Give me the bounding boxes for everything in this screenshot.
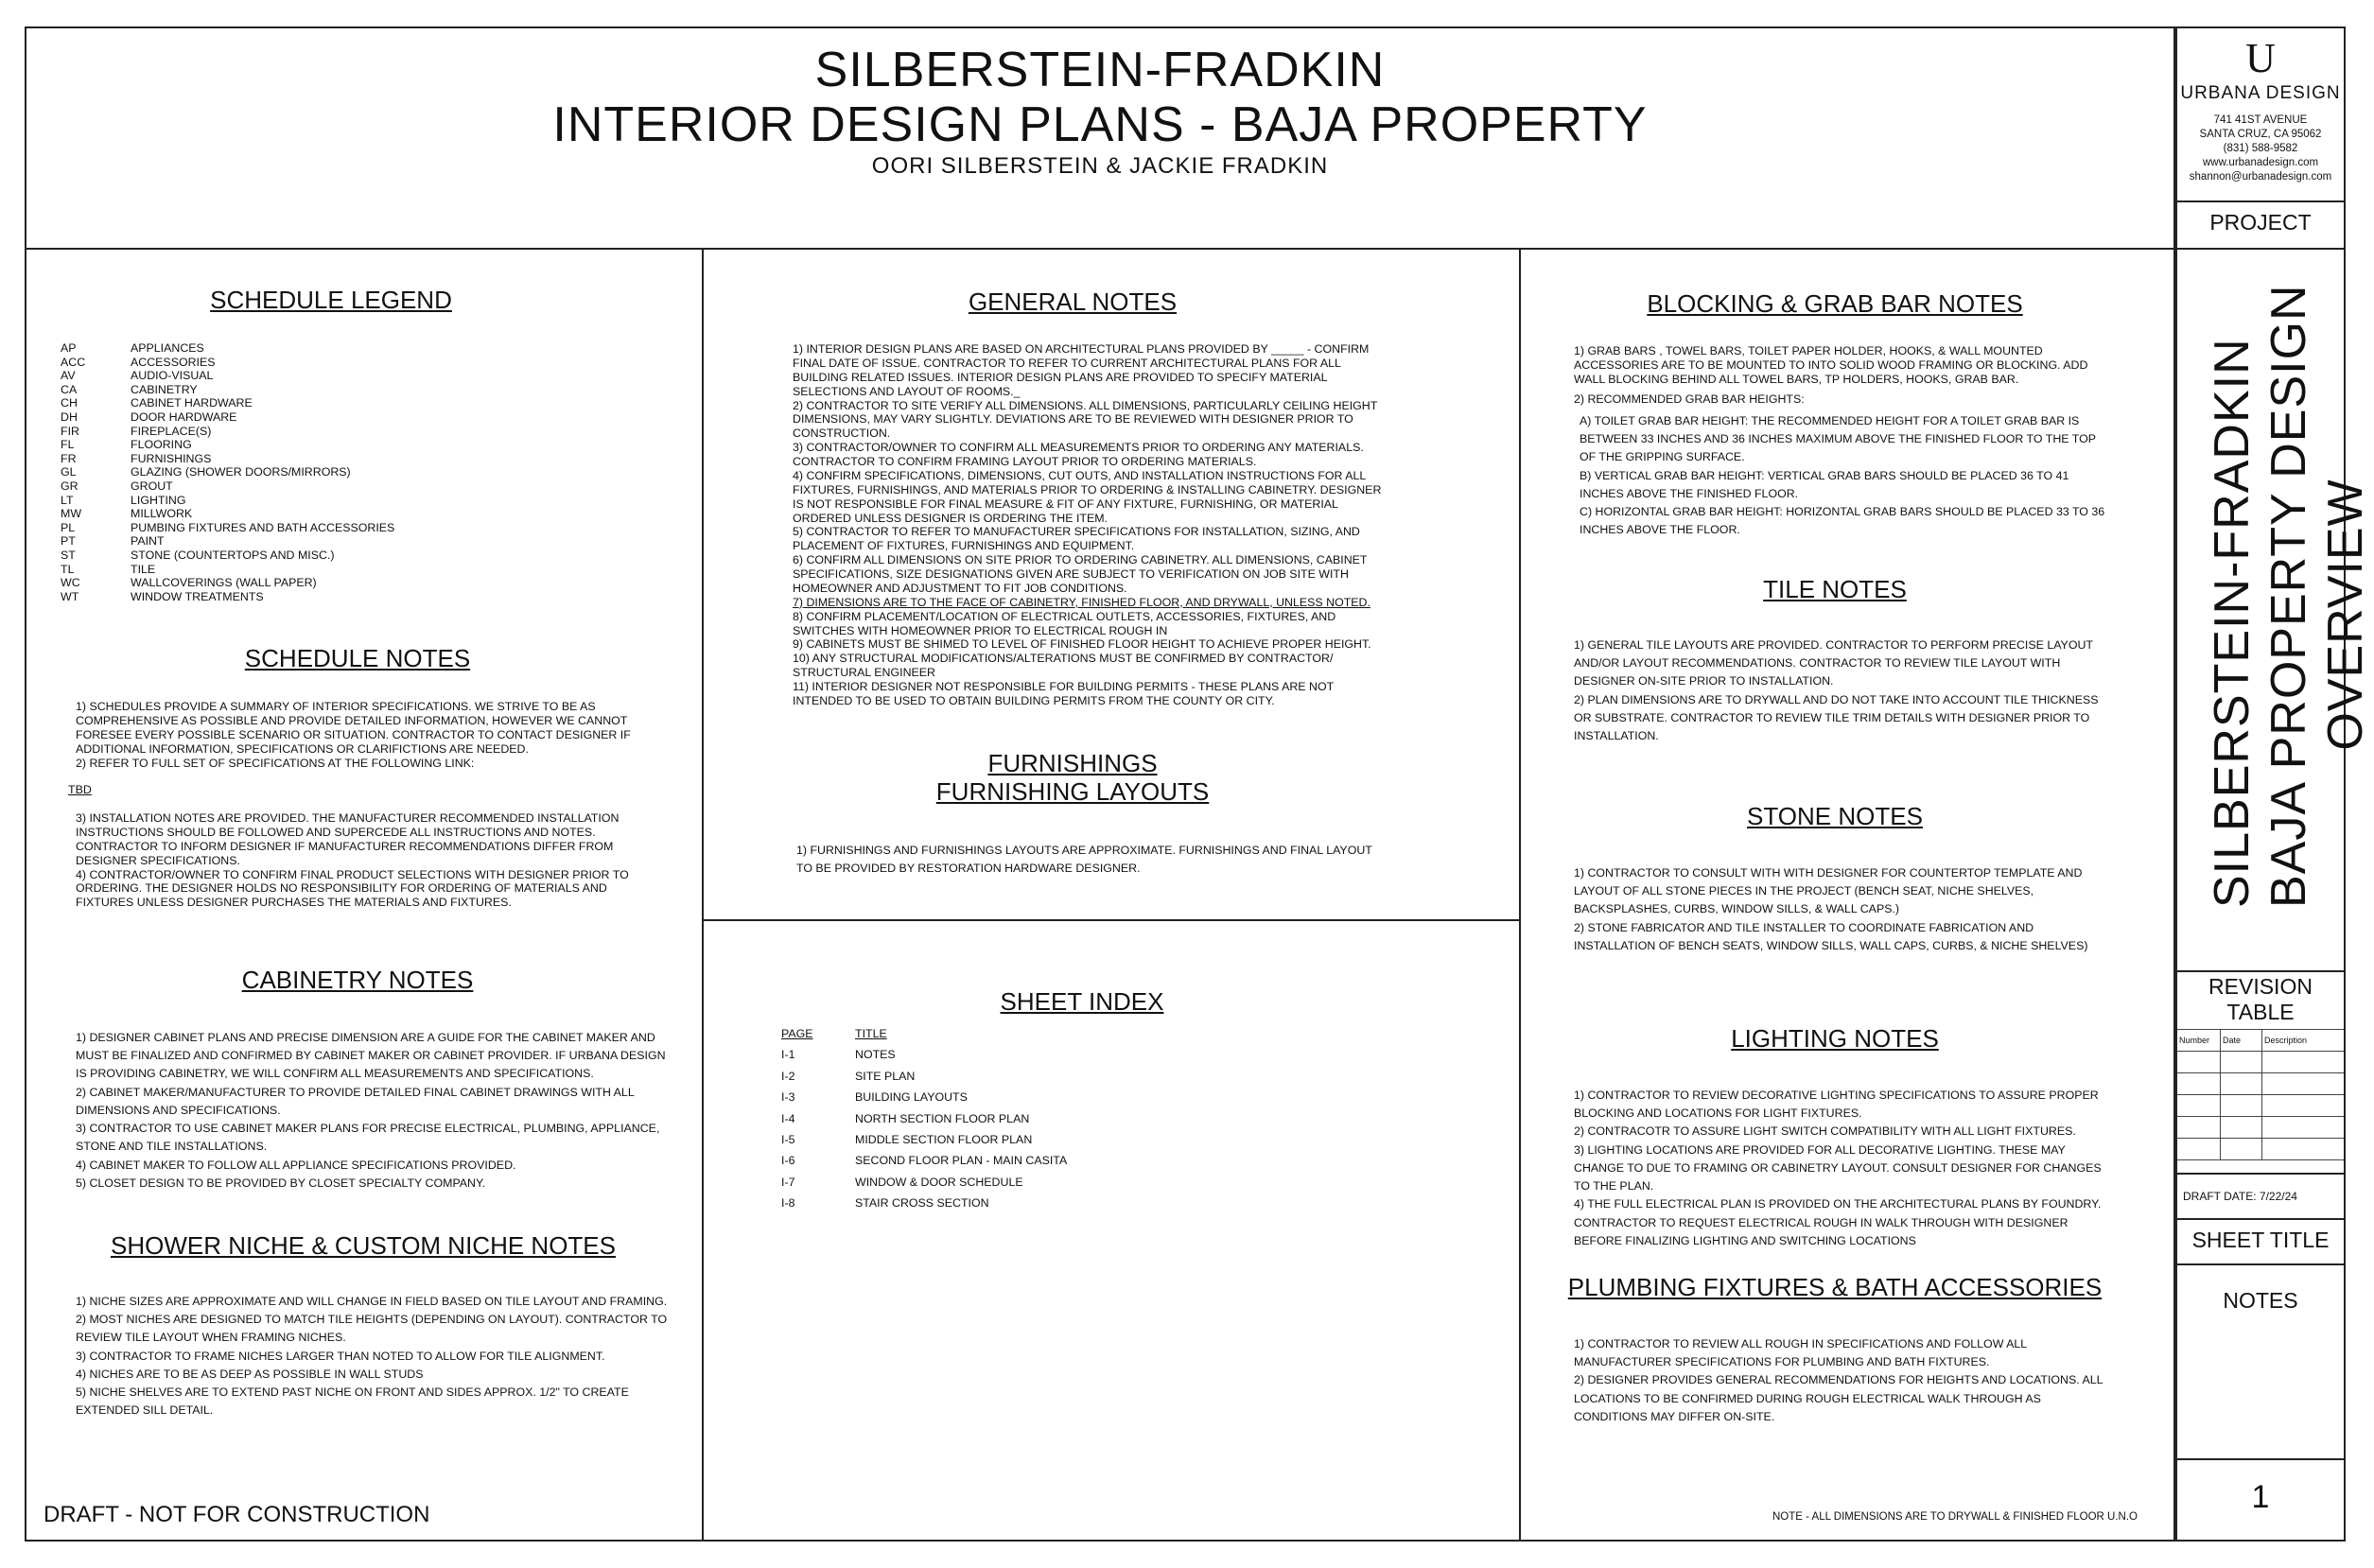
list-item: 4) CABINET MAKER TO FOLLOW ALL APPLIANCE SPECIFICATIONS PROVIDED. (76, 1158, 516, 1172)
list-item: 1) INTERIOR DESIGN PLANS ARE BASED ON ARCHITECTURAL PLANS PROVIDED BY _____ - CONFIRM FINAL DATE OF ISSUE. CONTRACTOR TO REFER TO CURRENT ARCHITECTURAL PLANS FOR ALL BUILDING RELATED ISSUES. INTERIOR DESIGN PLANS ARE PROVIDED TO SPECIFY MATERIAL SELECTIONS AND LAYOUT OF ROOMS._ (793, 342, 1370, 398)
tb-divider-draft-date (2175, 1173, 2346, 1175)
plumbing-notes-list (1559, 1335, 2107, 1426)
furnishings-heading: FURNISHINGS (987, 749, 1158, 777)
footer-note: NOTE - ALL DIMENSIONS ARE TO DRYWALL & FINISHED FLOOR U.N.O (1772, 1511, 2138, 1523)
list-item: 1) CONTRACTOR TO REVIEW DECORATIVE LIGHTING SPECIFICATIONS TO ASSURE PROPER BLOCKING AND LOCATIONS FOR LIGHT FIXTURES. (1574, 1089, 2099, 1121)
furnishing-layouts-heading: FURNISHING LAYOUTS (935, 777, 1210, 806)
list-item: 2) REFER TO FULL SET OF SPECIFICATIONS AT THE FOLLOWING LINK: (76, 756, 475, 770)
tile-notes-list (1559, 636, 2107, 745)
cabinetry-notes-heading: CABINETRY NOTES (241, 966, 474, 994)
niche-notes-heading: SHOWER NICHE & CUSTOM NICHE NOTES (110, 1231, 616, 1260)
project-name-vertical: SILBERSTEIN-FRADKIN BAJA PROPERTY DESIGN OVERVIEW (2205, 284, 2373, 908)
general-notes-list (777, 342, 1383, 708)
sheet-title-label: SHEET TITLE (2191, 1228, 2330, 1252)
stone-notes-heading: STONE NOTES (1747, 802, 1923, 830)
list-item: 3) INSTALLATION NOTES ARE PROVIDED. THE MANUFACTURER RECOMMENDED INSTALLATION INSTRUCTIONS SHOULD BE FOLLOWED AND SUPERCEDE ALL INSTRUCTIONS AND NOTES. CONTRACTOR TO INFORM DESIGNER IF MANUFACTURER RECOMMENDATIONS DIFFER FROM DESIGNER SPECIFICATIONS. (76, 811, 620, 867)
table-row: I-2 SITE PLAN (781, 1069, 916, 1083)
list-item: 2) PLAN DIMENSIONS ARE TO DRYWALL AND DO NOT TAKE INTO ACCOUNT TILE THICKNESS OR SUBSTRATE. CONTRACTOR TO REVIEW TILE TRIM DETAILS WITH DESIGNER PRIOR TO INSTALLATION. (1574, 692, 2099, 743)
list-item: 1) SCHEDULES PROVIDE A SUMMARY OF INTERIOR SPECIFICATIONS. WE STRIVE TO BE AS COMPREHENSIVE AS POSSIBLE AND PROVIDE DETAILED INFORMATION, HOWEVER WE CANNOT FORESEE EVERY POSSIBLE SCENARIO OR SITUATION. CONTRACTOR TO CONTACT DESIGNER IF ADDITIONAL INFORMATION, SPECIFICATIONS OR CLARIFICTIONS ARE NEEDED. (76, 700, 631, 756)
list-item: 2) DESIGNER PROVIDES GENERAL RECOMMENDATIONS FOR HEIGHTS AND LOCATIONS. ALL LOCATIONS TO BE CONFIRMED DURING ROUGH ELECTRICAL WALK THROUGH AS CONDITIONS MAY DIFFER ON-SITE. (1574, 1373, 2103, 1423)
sheet-title: NOTES (2223, 1288, 2298, 1313)
list-item: 3) LIGHTING LOCATIONS ARE PROVIDED FOR ALL DECORATIVE LIGHTING. THESE MAY CHANGE TO DUE TO FRAMING OR CABINETRY LAYOUT. CONSULT DESIGNER FOR CHANGES TO THE PLAN. (1574, 1142, 2102, 1193)
sheet-index-table (781, 1023, 1067, 1214)
stone-notes-list (1559, 864, 2107, 955)
firm-name: URBANA DESIGN (2180, 83, 2341, 103)
table-row: I-8 STAIR CROSS SECTION (781, 1196, 989, 1211)
list-item: 9) CABINETS MUST BE SHIMED TO LEVEL OF FINISHED FLOOR HEIGHT TO ACHIEVE PROPER HEIGHT. (793, 637, 1371, 652)
client-names: OORI SILBERSTEIN & JACKIE FRADKIN (871, 153, 1329, 179)
list-item: 3) CONTRACTOR TO FRAME NICHES LARGER THAN NOTED TO ALLOW FOR TILE ALIGNMENT. (76, 1349, 605, 1363)
list-item: 4) CONFIRM SPECIFICATIONS, DIMENSIONS, CUT OUTS, AND INSTALLATION INSTRUCTIONS FOR ALL FIXTURES, FURNISHINGS, AND MATERIALS PRIOR TO ORDERING & INSTALLING CABINETRY. DESIGNER IS NOT RESPONSIBLE FOR FINAL MEASURE & FIT OF ANY FIXTURE, FURNISHING, OR MATERIAL ORDERED UNLESS DESIGNER IS ORDERING THE ITEM. (793, 468, 1382, 525)
list-item: 1) CONTRACTOR TO CONSULT WITH WITH DESIGNER FOR COUNTERTOP TEMPLATE AND LAYOUT OF ALL STONE PIECES IN THE PROJECT (BENCH SEAT, NICHE SHELVES, BACKSPLASHES, CURBS, WINDOW SILLS, & WALL CAPS.) (1574, 866, 2083, 916)
furnishings-notes-list (781, 842, 1387, 878)
list-item: 1) FURNISHINGS AND FURNISHINGS LAYOUTS ARE APPROXIMATE. FURNISHINGS AND FINAL LAYOUT TO BE PROVIDED BY RESTORATION HARDWARE DESIGNER. (796, 844, 1372, 876)
blocking-notes-heading: BLOCKING & GRAB BAR NOTES (1647, 289, 2023, 318)
sheet-index-header: PAGE TITLE (781, 1027, 887, 1040)
firm-website: www.urbanadesign.com (2202, 157, 2319, 168)
list-item: 5) CONTRACTOR TO REFER TO MANUFACTURER SPECIFICATIONS FOR INSTALLATION, SIZING, AND PLACEMENT OF FIXTURES, FURNISHINGS AND EQUIPMENT. (793, 525, 1360, 553)
list-item: 11) INTERIOR DESIGNER NOT RESPONSIBLE FOR BUILDING PERMITS - THESE PLANS ARE NOT INTENDED TO BE USED TO OBTAIN BUILDING PERMITS FROM THE COUNTY OR CITY. (793, 680, 1334, 707)
list-item: 4) CONTRACTOR/OWNER TO CONFIRM FINAL PRODUCT SELECTIONS WITH DESIGNER PRIOR TO ORDERING. THE DESIGNER HOLDS NO RESPONSIBILITY FOR ORDERING OF MATERIALS AND FIXTURES UNLESS DESIGNER PURCHASES THE MATERIALS AND FIXTURES. (76, 867, 629, 910)
sheet-number: 1 (2251, 1479, 2270, 1515)
list-item: 7) DIMENSIONS ARE TO THE FACE OF CABINETRY, FINISHED FLOOR, AND DRYWALL, UNLESS NOTED. (793, 595, 1370, 609)
blocking-notes-list (1559, 344, 2107, 407)
grab-bar-heights-list (1574, 412, 2109, 540)
plumbing-notes-heading: PLUMBING FIXTURES & BATH ACCESSORIES (1567, 1273, 2103, 1301)
schedule-legend-heading: SCHEDULE LEGEND (210, 286, 452, 314)
schedule-legend-list: AP APPLIANCES ACC ACCESSORIES AV AUDIO-VISUAL CA CABINETRY CH CABINET HARDWARE DH DOOR HARDWARE FIR FIREPLACE(S) FL FLOORING FR FURNISHINGS GL GLAZING (SHOWER DOORS/MIRRORS) GR GROUT LT LIGHTING MW MILLWORK PL PUMBING FIXTURES AND BATH ACCESSORIES PT PAINT ST STONE (COUNTERTOPS AND MISC.) TL TILE WC WALLCOVERINGS (WALL PAPER) WT WINDOW TREATMENTS (61, 341, 395, 603)
list-item: 1) NICHE SIZES ARE APPROXIMATE AND WILL CHANGE IN FIELD BASED ON TILE LAYOUT AND FRAMING. (76, 1295, 668, 1308)
rev-col-number: Number (2177, 1030, 2221, 1051)
lighting-notes-heading: LIGHTING NOTES (1731, 1024, 1939, 1053)
header-divider (25, 248, 2346, 250)
table-row: I-1 NOTES (781, 1048, 896, 1062)
table-row: I-7 WINDOW & DOOR SCHEDULE (781, 1175, 1023, 1189)
schedule-notes-list-a (61, 700, 666, 770)
project-title: SILBERSTEIN-FRADKIN (814, 43, 1386, 97)
tb-divider-sheet-number (2175, 1458, 2346, 1460)
column-divider-1 (702, 248, 704, 1542)
schedule-notes-heading: SCHEDULE NOTES (244, 644, 471, 672)
table-row: I-4 NORTH SECTION FLOOR PLAN (781, 1111, 1030, 1125)
middle-column-divider (702, 919, 1519, 921)
list-item: 1) GRAB BARS , TOWEL BARS, TOILET PAPER HOLDER, HOOKS, & WALL MOUNTED ACCESSORIES ARE TO BE MOUNTED TO INTO SOLID WOOD FRAMING OR BLOCKING. ADD WALL BLOCKING BEHIND ALL TOWEL BARS, TP HOLDERS, HOOKS, GRAB BAR. (1574, 344, 2088, 386)
project-subtitle: INTERIOR DESIGN PLANS - BAJA PROPERTY (552, 97, 1648, 152)
list-item: 2) CABINET MAKER/MANUFACTURER TO PROVIDE DETAILED FINAL CABINET DRAWINGS WITH ALL DIMENSIONS AND SPECIFICATIONS. (76, 1085, 635, 1117)
sheet-index-heading: SHEET INDEX (1000, 987, 1164, 1016)
lighting-notes-list (1559, 1087, 2107, 1250)
draft-date: DRAFT DATE: 7/22/24 (2183, 1190, 2297, 1203)
revision-table (2177, 1029, 2344, 1160)
list-item: 1) GENERAL TILE LAYOUTS ARE PROVIDED. CONTRACTOR TO PERFORM PRECISE LAYOUT AND/OR LAYOUT RECOMMENDATIONS. CONTRACTOR TO REVIEW TILE LAYOUT WITH DESIGNER ON-SITE PRIOR TO INSTALLATION. (1574, 638, 2093, 688)
table-row: I-5 MIDDLE SECTION FLOOR PLAN (781, 1133, 1033, 1147)
list-item: 8) CONFIRM PLACEMENT/LOCATION OF ELECTRICAL OUTLETS, ACCESSORIES, FIXTURES, AND SWITCHES WITH HOMEOWNER PRIOR TO ELECTRICAL ROUGH IN (793, 609, 1336, 637)
list-item: 2) RECOMMENDED GRAB BAR HEIGHTS: (1574, 392, 1805, 406)
list-item: 6) CONFIRM ALL DIMENSIONS ON SITE PRIOR TO ORDERING CABINETRY. ALL DIMENSIONS, CABINET SPECIFICATIONS, SIZE DESIGNATIONS GIVEN ARE SUBJECT TO VERIFICATION ON JOB SITE WITH HOMEOWNER AND ADJUSTMENT TO FIT JOB CONDITIONS. (793, 553, 1368, 595)
rev-col-date: Date (2221, 1030, 2262, 1051)
tb-divider-sheet-title-body (2175, 1263, 2346, 1265)
schedule-notes-list-b (61, 811, 666, 910)
table-row: I-3 BUILDING LAYOUTS (781, 1090, 968, 1105)
list-item: 3) CONTRACTOR/OWNER TO CONFIRM ALL MEASUREMENTS PRIOR TO ORDERING ANY MATERIALS. CONTRACTOR TO CONFIRM FRAMING LAYOUT PRIOR TO ORDERING MATERIALS. (793, 441, 1364, 468)
draft-stamp: DRAFT - NOT FOR CONSTRUCTION (44, 1502, 430, 1527)
table-row: I-6 SECOND FLOOR PLAN - MAIN CASITA (781, 1154, 1068, 1168)
firm-address-1: 741 41ST AVENUE (2213, 114, 2308, 126)
project-label: PROJECT (2209, 210, 2312, 235)
list-item: C) HORIZONTAL GRAB BAR HEIGHT: HORIZONTAL GRAB BARS SHOULD BE PLACED 33 TO 36 INCHES ABOVE THE FLOOR. (1580, 505, 2105, 537)
tile-notes-heading: TILE NOTES (1763, 575, 1907, 603)
list-item: 2) CONTRACTOR TO SITE VERIFY ALL DIMENSIONS. ALL DIMENSIONS, PARTICULARLY CEILING HEIGHT DIMENSIONS, MAY VARY SLIGHTLY. DEVIATIONS ARE TO BE REVIEWED WITH DESIGNER PRIOR TO CONSTRUCTION. (793, 398, 1378, 441)
revision-label: REVISION TABLE (2208, 974, 2313, 1024)
specification-link[interactable]: TBD (68, 783, 92, 796)
list-item: 5) NICHE SHELVES ARE TO EXTEND PAST NICHE ON FRONT AND SIDES APPROX. 1/2" TO CREATE EXTENDED SILL DETAIL. (76, 1385, 629, 1418)
list-item: 4) THE FULL ELECTRICAL PLAN IS PROVIDED ON THE ARCHITECTURAL PLANS BY FOUNDRY. CONTRACTOR TO REQUEST ELECTRICAL ROUGH IN WALK THROUGH WITH DESIGNER BEFORE FINALIZING LIGHTING AND SWITCHING LOCATIONS (1574, 1197, 2102, 1247)
list-item: 1) CONTRACTOR TO REVIEW ALL ROUGH IN SPECIFICATIONS AND FOLLOW ALL MANUFACTURER SPECIFICATIONS FOR PLUMBING AND BATH FIXTURES. (1574, 1337, 2027, 1369)
list-item: 5) CLOSET DESIGN TO BE PROVIDED BY CLOSET SPECIALTY COMPANY. (76, 1176, 486, 1190)
list-item: 2) STONE FABRICATOR AND TILE INSTALLER TO COORDINATE FABRICATION AND INSTALLATION OF BENCH SEATS, WINDOW SILLS, WALL CAPS, CURBS, & NICHE SHELVES) (1574, 920, 2088, 952)
list-item: 4) NICHES ARE TO BE AS DEEP AS POSSIBLE IN WALL STUDS (76, 1367, 424, 1381)
list-item: 2) MOST NICHES ARE DESIGNED TO MATCH TILE HEIGHTS (DEPENDING ON LAYOUT). CONTRACTOR TO REVIEW TILE LAYOUT WHEN FRAMING NICHES. (76, 1313, 668, 1345)
firm-address-2: SANTA CRUZ, CA 95062 (2199, 129, 2322, 140)
tb-divider-project (2175, 200, 2346, 202)
cabinetry-notes-list (61, 1029, 666, 1193)
general-notes-heading: GENERAL NOTES (968, 287, 1178, 316)
tb-divider-revision (2175, 970, 2346, 972)
list-item: 3) CONTRACTOR TO USE CABINET MAKER PLANS FOR PRECISE ELECTRICAL, PLUMBING, APPLIANCE, STONE AND TILE INSTALLATIONS. (76, 1122, 660, 1154)
firm-phone: (831) 588-9582 (2223, 143, 2298, 154)
firm-email: shannon@urbanadesign.com (2189, 171, 2332, 183)
firm-logo-icon: U (2245, 35, 2276, 81)
rev-col-description: Description (2264, 1036, 2308, 1045)
niche-notes-list (61, 1293, 675, 1420)
tb-divider-sheet-title (2175, 1218, 2346, 1220)
list-item: A) TOILET GRAB BAR HEIGHT: THE RECOMMENDED HEIGHT FOR A TOILET GRAB BAR IS BETWEEN 33 INCHES AND 36 INCHES MAXIMUM ABOVE THE FINISHED FLOOR TO THE TOP OF THE GRIPPING SURFACE. (1580, 414, 2096, 464)
column-divider-2 (1519, 248, 1521, 1542)
list-item: B) VERTICAL GRAB BAR HEIGHT: VERTICAL GRAB BARS SHOULD BE PLACED 36 TO 41 INCHES ABOVE THE FINISHED FLOOR. (1580, 468, 2069, 500)
list-item: 2) CONTRACOTR TO ASSURE LIGHT SWITCH COMPATIBILITY WITH ALL LIGHT FIXTURES. (1574, 1124, 2076, 1139)
list-item: 1) DESIGNER CABINET PLANS AND PRECISE DIMENSION ARE A GUIDE FOR THE CABINET MAKER AND MUST BE FINALIZED AND CONFIRMED BY CABINET MAKER OR CABINET PROVIDER. IF URBANA DESIGN IS PROVIDING CABINETRY, WE WILL CONFIRM ALL MEASUREMENTS AND SPECIFICATIONS. (76, 1031, 666, 1081)
list-item: 10) ANY STRUCTURAL MODIFICATIONS/ALTERATIONS MUST BE CONFIRMED BY CONTRACTOR/ STRUCTURAL ENGINEER (793, 652, 1334, 680)
